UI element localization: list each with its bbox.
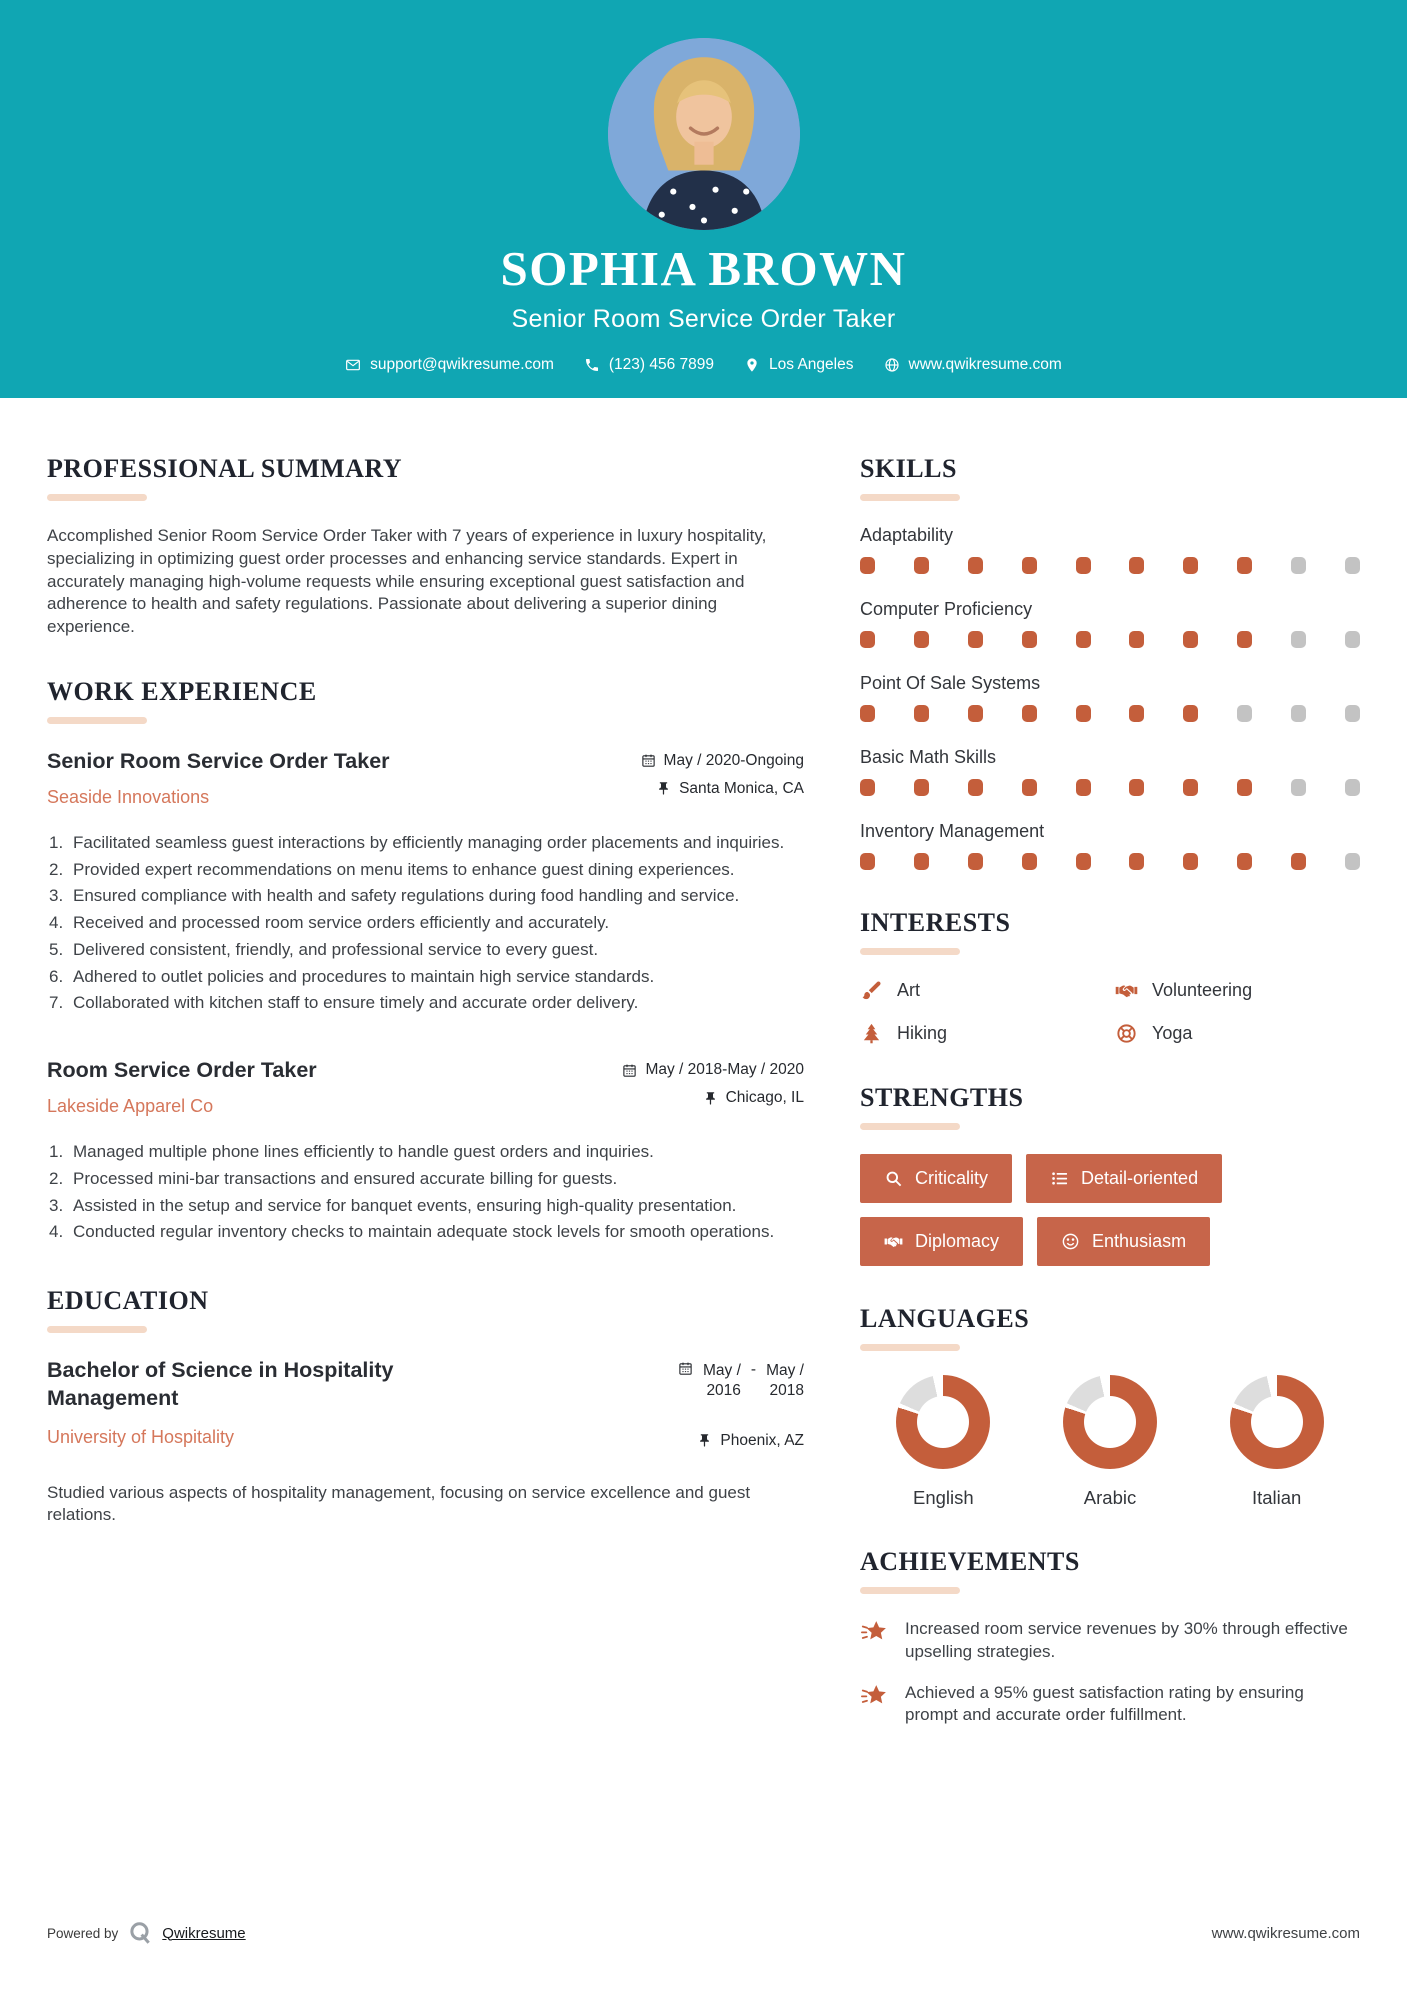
job-bullet: Received and processed room service orders efficiently and accurately. [73,913,610,933]
calendar-icon [678,1361,693,1376]
skill-dot [1076,631,1091,648]
skill-list [860,525,1360,870]
interest-label: Art [897,980,921,1000]
section-heading: STRENGTHS [860,1083,1024,1112]
language-donut-chart [1230,1375,1324,1469]
section-underline [860,1123,960,1130]
section-heading: SKILLS [860,454,957,483]
skill-name: Basic Math Skills [860,747,997,767]
job-bullet: Provided expert recommendations on menu items to enhance guest dining experiences. [73,859,735,879]
qwikresume-link[interactable]: Qwikresume [162,1924,246,1942]
header [0,0,1407,398]
job-bullet: Adhered to outlet policies and procedures to maintain high service standards. [73,966,655,986]
lifebuoy-icon [1115,1022,1138,1045]
skill-dot [968,631,983,648]
skill-dot [1183,557,1198,574]
skill-dot [1237,631,1252,648]
skill-row [860,673,1360,722]
skill-dot [860,853,875,870]
achievement-list [860,1618,1360,1727]
interest-label: Volunteering [1152,980,1253,1000]
skill-dot [1345,631,1360,648]
skill-rating [860,631,1360,648]
skill-dot [1129,779,1144,796]
education-location: Phoenix, AZ [720,1431,804,1449]
education-meta [678,1357,804,1459]
skill-dot [860,705,875,722]
achievement-item [860,1618,1360,1664]
section-interests [860,908,1360,1045]
section-heading: ACHIEVEMENTS [860,1547,1080,1576]
job-location-row [622,1089,804,1107]
skill-name: Inventory Management [860,821,1045,841]
qlogo-icon [127,1920,153,1946]
skill-dot [1129,631,1144,648]
skill-dot [860,631,875,648]
strength-badge [1026,1154,1222,1203]
interest-item [860,979,1105,1002]
skill-dot [968,557,983,574]
skill-dot [1022,779,1037,796]
pushpin-icon [703,1091,718,1106]
job-dates: May / 2020-Ongoing [663,751,804,769]
skill-dot [1183,705,1198,722]
skill-name: Point Of Sale Systems [860,673,1041,693]
contact-text: Los Angeles [769,356,854,373]
skill-dot [1022,853,1037,870]
job-bullets [47,832,804,1015]
skill-dot [914,779,929,796]
right-column [860,454,1360,1765]
section-heading: INTERESTS [860,908,1011,937]
achievement-item [860,1682,1360,1728]
job-company: Seaside Innovations [47,786,210,807]
section-heading: WORK EXPERIENCE [47,676,317,706]
skill-dot [968,779,983,796]
interest-item [1115,979,1360,1002]
skill-row [860,747,1360,796]
skill-dot [1345,853,1360,870]
skill-dot [1076,779,1091,796]
strength-list [860,1154,1360,1266]
smiley-icon [1061,1232,1080,1251]
strength-label: Diplomacy [915,1231,1000,1251]
section-skills [860,454,1360,870]
pushpin-icon [697,1433,712,1448]
skill-dot [968,853,983,870]
contact-item [884,356,1062,374]
job-bullet: Collaborated with kitchen staff to ensure timely and accurate order delivery. [73,993,639,1013]
job-title-block [47,1057,317,1117]
skill-dot [1076,557,1091,574]
skill-row [860,821,1360,870]
skill-dot [1022,557,1037,574]
section-underline [47,494,147,501]
skill-dot [1183,779,1198,796]
job-location: Chicago, IL [725,1089,804,1107]
skill-dot [1237,779,1252,796]
section-underline [860,948,960,955]
section-heading: EDUCATION [47,1286,209,1316]
interest-label: Hiking [897,1023,948,1043]
section-heading: LANGUAGES [860,1304,1030,1333]
job-entry [47,748,804,1015]
language-label: Arabic [1083,1487,1137,1508]
job-bullets [47,1141,804,1244]
education-degree: Bachelor of Science in Hospitality Management [47,1358,394,1411]
interest-list [860,979,1360,1045]
interest-item [1115,1022,1360,1045]
job-title: Room Service Order Taker [47,1058,317,1083]
skill-dot [1129,705,1144,722]
achievement-text: Increased room service revenues by 30% through effective upselling strategies. [905,1619,1348,1661]
donut-hole [1251,1396,1303,1448]
donut-hole [1084,1396,1136,1448]
language-list [860,1375,1360,1509]
education-location-row [678,1432,804,1450]
person-name: SOPHIA BROWN [500,241,907,296]
skill-dot [968,705,983,722]
strength-badge [860,1217,1023,1266]
calendar-icon [622,1063,637,1078]
powered-by-text: Powered by [47,1925,119,1941]
section-professional-summary [47,454,804,639]
contact-item [345,356,554,374]
footer [47,1920,1360,1946]
location-icon [744,357,760,373]
skill-rating [860,853,1360,870]
strength-label: Criticality [915,1168,989,1188]
contact-text: (123) 456 7899 [608,356,715,373]
donut-hole [917,1396,969,1448]
footer-website: www.qwikresume.com [1211,1924,1360,1942]
globe-icon [884,357,900,373]
section-achievements [860,1547,1360,1727]
date-line: 2016 [706,1382,741,1400]
education-school: University of Hospitality [47,1427,235,1448]
section-work-experience [47,677,804,1244]
skill-dot [1291,705,1306,722]
left-column [47,454,804,1765]
job-title-block [47,748,390,808]
education-date-start [703,1361,741,1401]
job-bullet: Facilitated seamless guest interactions by efficiently managing order placements and inquiries. [73,832,785,852]
interest-label: Yoga [1152,1023,1193,1043]
skill-dot [1291,631,1306,648]
job-bullet: Ensured compliance with health and safety regulations during food handling and service. [73,886,740,906]
skill-dot [1022,631,1037,648]
calendar-icon [641,753,656,768]
contact-item [744,356,853,374]
content [0,398,1407,1765]
star-icon [860,1682,890,1712]
strength-label: Enthusiasm [1092,1231,1187,1251]
skill-dot [1022,705,1037,722]
skill-dot [1291,557,1306,574]
job-meta [622,1057,804,1117]
skill-name: Adaptability [860,525,954,545]
job-company: Lakeside Apparel Co [47,1096,214,1117]
skill-dot [1291,853,1306,870]
skill-dot [1237,557,1252,574]
star-icon [860,1618,890,1648]
skill-row [860,525,1360,574]
section-education [47,1286,804,1527]
handshake-icon [884,1232,903,1251]
summary-text: Accomplished Senior Room Service Order Taker with 7 years of experience in luxury hospitality, specializing in optimizing guest order processes and enhancing service standards. Expert in accurately managing high-volume requests while ensuring exceptional guest satisfaction and adherence to health and safety regulations. Passionate about delivering a superior dining experience. [47,526,767,637]
job-bullet: Delivered consistent, friendly, and professional service to every guest. [73,939,599,959]
skill-dot [1076,853,1091,870]
job-location: Santa Monica, CA [679,779,804,797]
job-bullet: Managed multiple phone lines efficiently to handle guest orders and inquiries. [73,1142,654,1162]
section-underline [860,1344,960,1351]
job-header [47,1057,804,1117]
contact-item [584,356,714,374]
skill-dot [1291,779,1306,796]
skill-dot [1129,557,1144,574]
education-dates [678,1361,804,1401]
date-line: May / [766,1362,804,1380]
job-meta [641,748,804,808]
job-bullet: Processed mini-bar transactions and ensured accurate billing for guests. [73,1168,618,1188]
skill-dot [1345,557,1360,574]
language-item [1027,1375,1194,1509]
phone-icon [584,357,600,373]
job-dates-row [622,1061,804,1079]
profile-photo [608,38,800,230]
strength-label: Detail-oriented [1081,1168,1199,1188]
skill-dot [914,705,929,722]
skill-row [860,599,1360,648]
job-dates-row [641,752,804,770]
language-donut-chart [896,1375,990,1469]
person-title: Senior Room Service Order Taker [511,305,896,333]
strength-badge [1037,1217,1210,1266]
tree-icon [860,1022,883,1045]
section-underline [47,1326,147,1333]
skill-name: Computer Proficiency [860,599,1033,619]
date-line: May / [703,1362,741,1380]
skill-rating [860,705,1360,722]
skill-dot [914,631,929,648]
job-header [47,748,804,808]
skill-dot [914,557,929,574]
list-icon [1050,1169,1069,1188]
skill-dot [1345,705,1360,722]
date-separator: - [750,1361,757,1379]
skill-rating [860,779,1360,796]
skill-dot [860,557,875,574]
contact-text: support@qwikresume.com [370,356,554,373]
job-bullet: Assisted in the setup and service for banquet events, ensuring high-quality presentation. [73,1195,737,1215]
skill-dot [1076,705,1091,722]
section-underline [47,717,147,724]
contact-bar [345,356,1062,374]
language-item [1193,1375,1360,1509]
skill-dot [1345,779,1360,796]
achievement-text: Achieved a 95% guest satisfaction rating by ensuring prompt and accurate order fulfillment. [905,1682,1304,1725]
search-icon [884,1169,903,1188]
job-dates: May / 2018-May / 2020 [645,1061,804,1079]
language-item [860,1375,1027,1509]
contact-text: www.qwikresume.com [908,356,1062,373]
education-title-block [47,1357,477,1448]
skill-dot [860,779,875,796]
interest-item [860,1022,1105,1045]
job-entry [47,1057,804,1244]
skill-dot [1129,853,1144,870]
job-list [47,748,804,1244]
skill-dot [1183,853,1198,870]
section-underline [860,1587,960,1594]
date-line: 2018 [769,1382,804,1400]
language-donut-chart [1063,1375,1157,1469]
strength-badge [860,1154,1012,1203]
skill-dot [1183,631,1198,648]
job-title: Senior Room Service Order Taker [47,748,390,773]
paintbrush-icon [860,979,883,1002]
section-strengths [860,1083,1360,1266]
language-label: Italian [1251,1487,1302,1508]
education-description: Studied various aspects of hospitality management, focusing on service excellence and guest relations. [47,1482,751,1525]
language-label: English [912,1487,974,1508]
section-underline [860,494,960,501]
skill-dot [1237,853,1252,870]
skill-dot [914,853,929,870]
skill-rating [860,557,1360,574]
powered-by [47,1920,246,1946]
section-heading: PROFESSIONAL SUMMARY [47,454,403,483]
pushpin-icon [656,781,671,796]
job-bullet: Conducted regular inventory checks to maintain adequate stock levels for smooth operations. [73,1222,775,1242]
job-location-row [641,780,804,798]
handshake-icon [1115,979,1138,1002]
skill-dot [1237,705,1252,722]
education-date-end [766,1361,804,1401]
section-languages [860,1304,1360,1509]
education-header [47,1357,804,1459]
mail-icon [345,357,361,373]
